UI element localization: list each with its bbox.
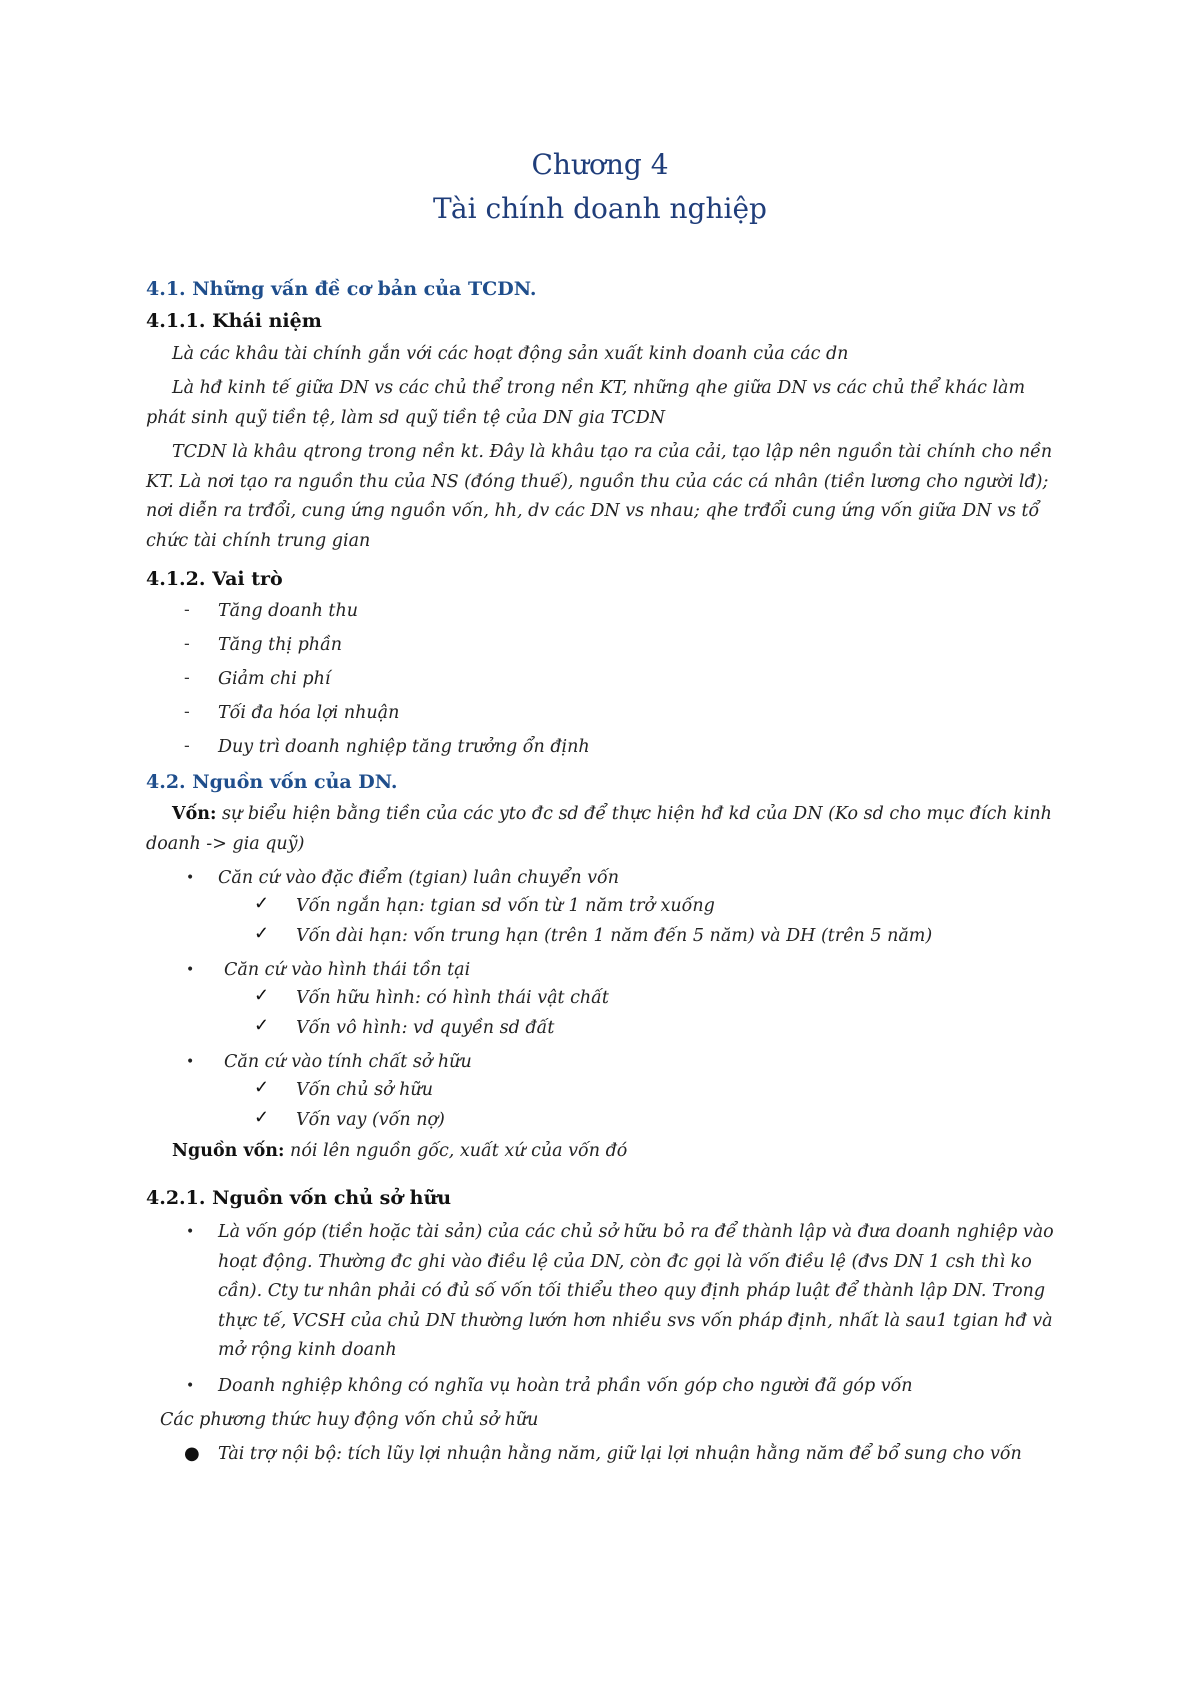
check-icon: ✓ <box>254 1077 270 1098</box>
dash-marker: - <box>184 736 190 756</box>
check-icon: ✓ <box>254 893 270 914</box>
list-item: Tối đa hóa lợi nhuận <box>218 703 400 723</box>
check-item: Vốn chủ sở hữu <box>296 1080 433 1100</box>
section-4-1-heading: 4.1. Những vấn đề cơ bản của TCDN. <box>146 278 537 300</box>
check-item: Vốn vay (vốn nợ) <box>296 1110 445 1130</box>
list-item: Duy trì doanh nghiệp tăng trưởng ổn định <box>218 737 590 757</box>
section-4-2-heading: 4.2. Nguồn vốn của DN. <box>146 771 398 793</box>
bullet-marker: • <box>186 870 195 886</box>
chapter-title: Tài chính doanh nghiệp <box>433 192 767 225</box>
bullet-marker: • <box>186 1224 195 1240</box>
section-4-1-2-heading: 4.1.2. Vai trò <box>146 568 283 590</box>
chapter-number: Chương 4 <box>531 148 669 181</box>
list-item: Tăng thị phần <box>218 635 343 655</box>
paragraph-khai-niem-2: Là hđ kinh tế giữa DN vs các chủ thể trong nền KT, những qhe giữa DN vs các chủ thể khác làm phát sinh quỹ tiền tệ, làm sd quỹ tiền tệ của DN gia TCDN <box>146 378 1026 428</box>
methods-label: Các phương thức huy động vốn chủ sở hữu <box>160 1410 539 1430</box>
dash-marker: - <box>184 702 190 722</box>
section-4-2-1-heading: 4.2.1. Nguồn vốn chủ sở hữu <box>146 1187 452 1209</box>
group-label: Căn cứ vào tính chất sở hữu <box>224 1052 472 1072</box>
group-label: Căn cứ vào đặc điểm (tgian) luân chuyển vốn <box>218 868 620 888</box>
bullet-marker: • <box>186 1378 195 1394</box>
check-item: Vốn vô hình: vd quyền sd đất <box>296 1018 555 1038</box>
paragraph-khai-niem-3: TCDN là khâu qtrong trong nền kt. Đây là khâu tạo ra của cải, tạo lập nên nguồn tài chính cho nền KT. Là nơi tạo ra nguồn thu của NS (đóng thuế), nguồn thu của các cá nhân (tiền lương cho người lđ); nơi diễn ra trđổi, cung ứng nguồn vốn, hh, dv các DN vs nhau; qhe trđổi cung ứng vốn giữa DN vs tổ chức tài chính trung gian <box>146 442 1053 551</box>
check-item: Vốn dài hạn: vốn trung hạn (trên 1 năm đến 5 năm) và DH (trên 5 năm) <box>296 926 933 946</box>
list-item: Tăng doanh thu <box>218 601 358 621</box>
check-item: Vốn ngắn hạn: tgian sd vốn từ 1 năm trở xuống <box>296 896 715 916</box>
check-icon: ✓ <box>254 1015 270 1036</box>
check-icon: ✓ <box>254 923 270 944</box>
dash-marker: - <box>184 600 190 620</box>
group-label: Căn cứ vào hình thái tồn tại <box>224 960 471 980</box>
paragraph-von <box>146 800 1066 859</box>
von-label: Vốn: <box>172 804 217 824</box>
section-4-1-1-heading: 4.1.1. Khái niệm <box>146 310 322 332</box>
dash-marker: - <box>184 634 190 654</box>
paragraph-von-gop: Là vốn góp (tiền hoặc tài sản) của các chủ sở hữu bỏ ra để thành lập và đưa doanh nghiệp vào hoạt động. Thường đc ghi vào điều lệ của DN, còn đc gọi là vốn điều lệ (đvs DN 1 csh thì ko cần). Cty tư nhân phải có đủ số vốn tối thiểu theo quy định pháp luật để thành lập DN. Trong thực tế, VCSH của chủ DN thường lướn hơn nhiều svs vốn pháp định, nhất là sau1 tgian hđ và mở rộng kinh doanh <box>218 1222 1054 1360</box>
von-definition: sự biểu hiện bằng tiền của các yto đc sd để thực hiện hđ kd của DN (Ko sd cho mục đích kinh doanh -> gia quỹ) <box>146 804 1052 854</box>
check-icon: ✓ <box>254 985 270 1006</box>
paragraph-khai-niem-1: Là các khâu tài chính gắn với các hoạt động sản xuất kinh doanh của các dn <box>172 344 849 364</box>
nguon-von-definition: nói lên nguồn gốc, xuất xứ của vốn đó <box>290 1141 628 1161</box>
bullet-marker: • <box>186 962 195 978</box>
bullet-marker: ● <box>184 1443 200 1464</box>
list-item: Giảm chi phí <box>218 669 331 689</box>
check-icon: ✓ <box>254 1107 270 1128</box>
paragraph-nguon-von <box>172 1137 627 1167</box>
bullet-marker: • <box>186 1054 195 1070</box>
paragraph-tai-tro-noi-bo: Tài trợ nội bộ: tích lũy lợi nhuận hằng năm, giữ lại lợi nhuận hằng năm để bổ sung cho vốn <box>218 1444 1022 1464</box>
paragraph-hoan-tra: Doanh nghiệp không có nghĩa vụ hoàn trả phần vốn góp cho người đã góp vốn <box>218 1376 913 1396</box>
dash-marker: - <box>184 668 190 688</box>
check-item: Vốn hữu hình: có hình thái vật chất <box>296 988 609 1008</box>
nguon-von-label: Nguồn vốn: <box>172 1141 285 1161</box>
